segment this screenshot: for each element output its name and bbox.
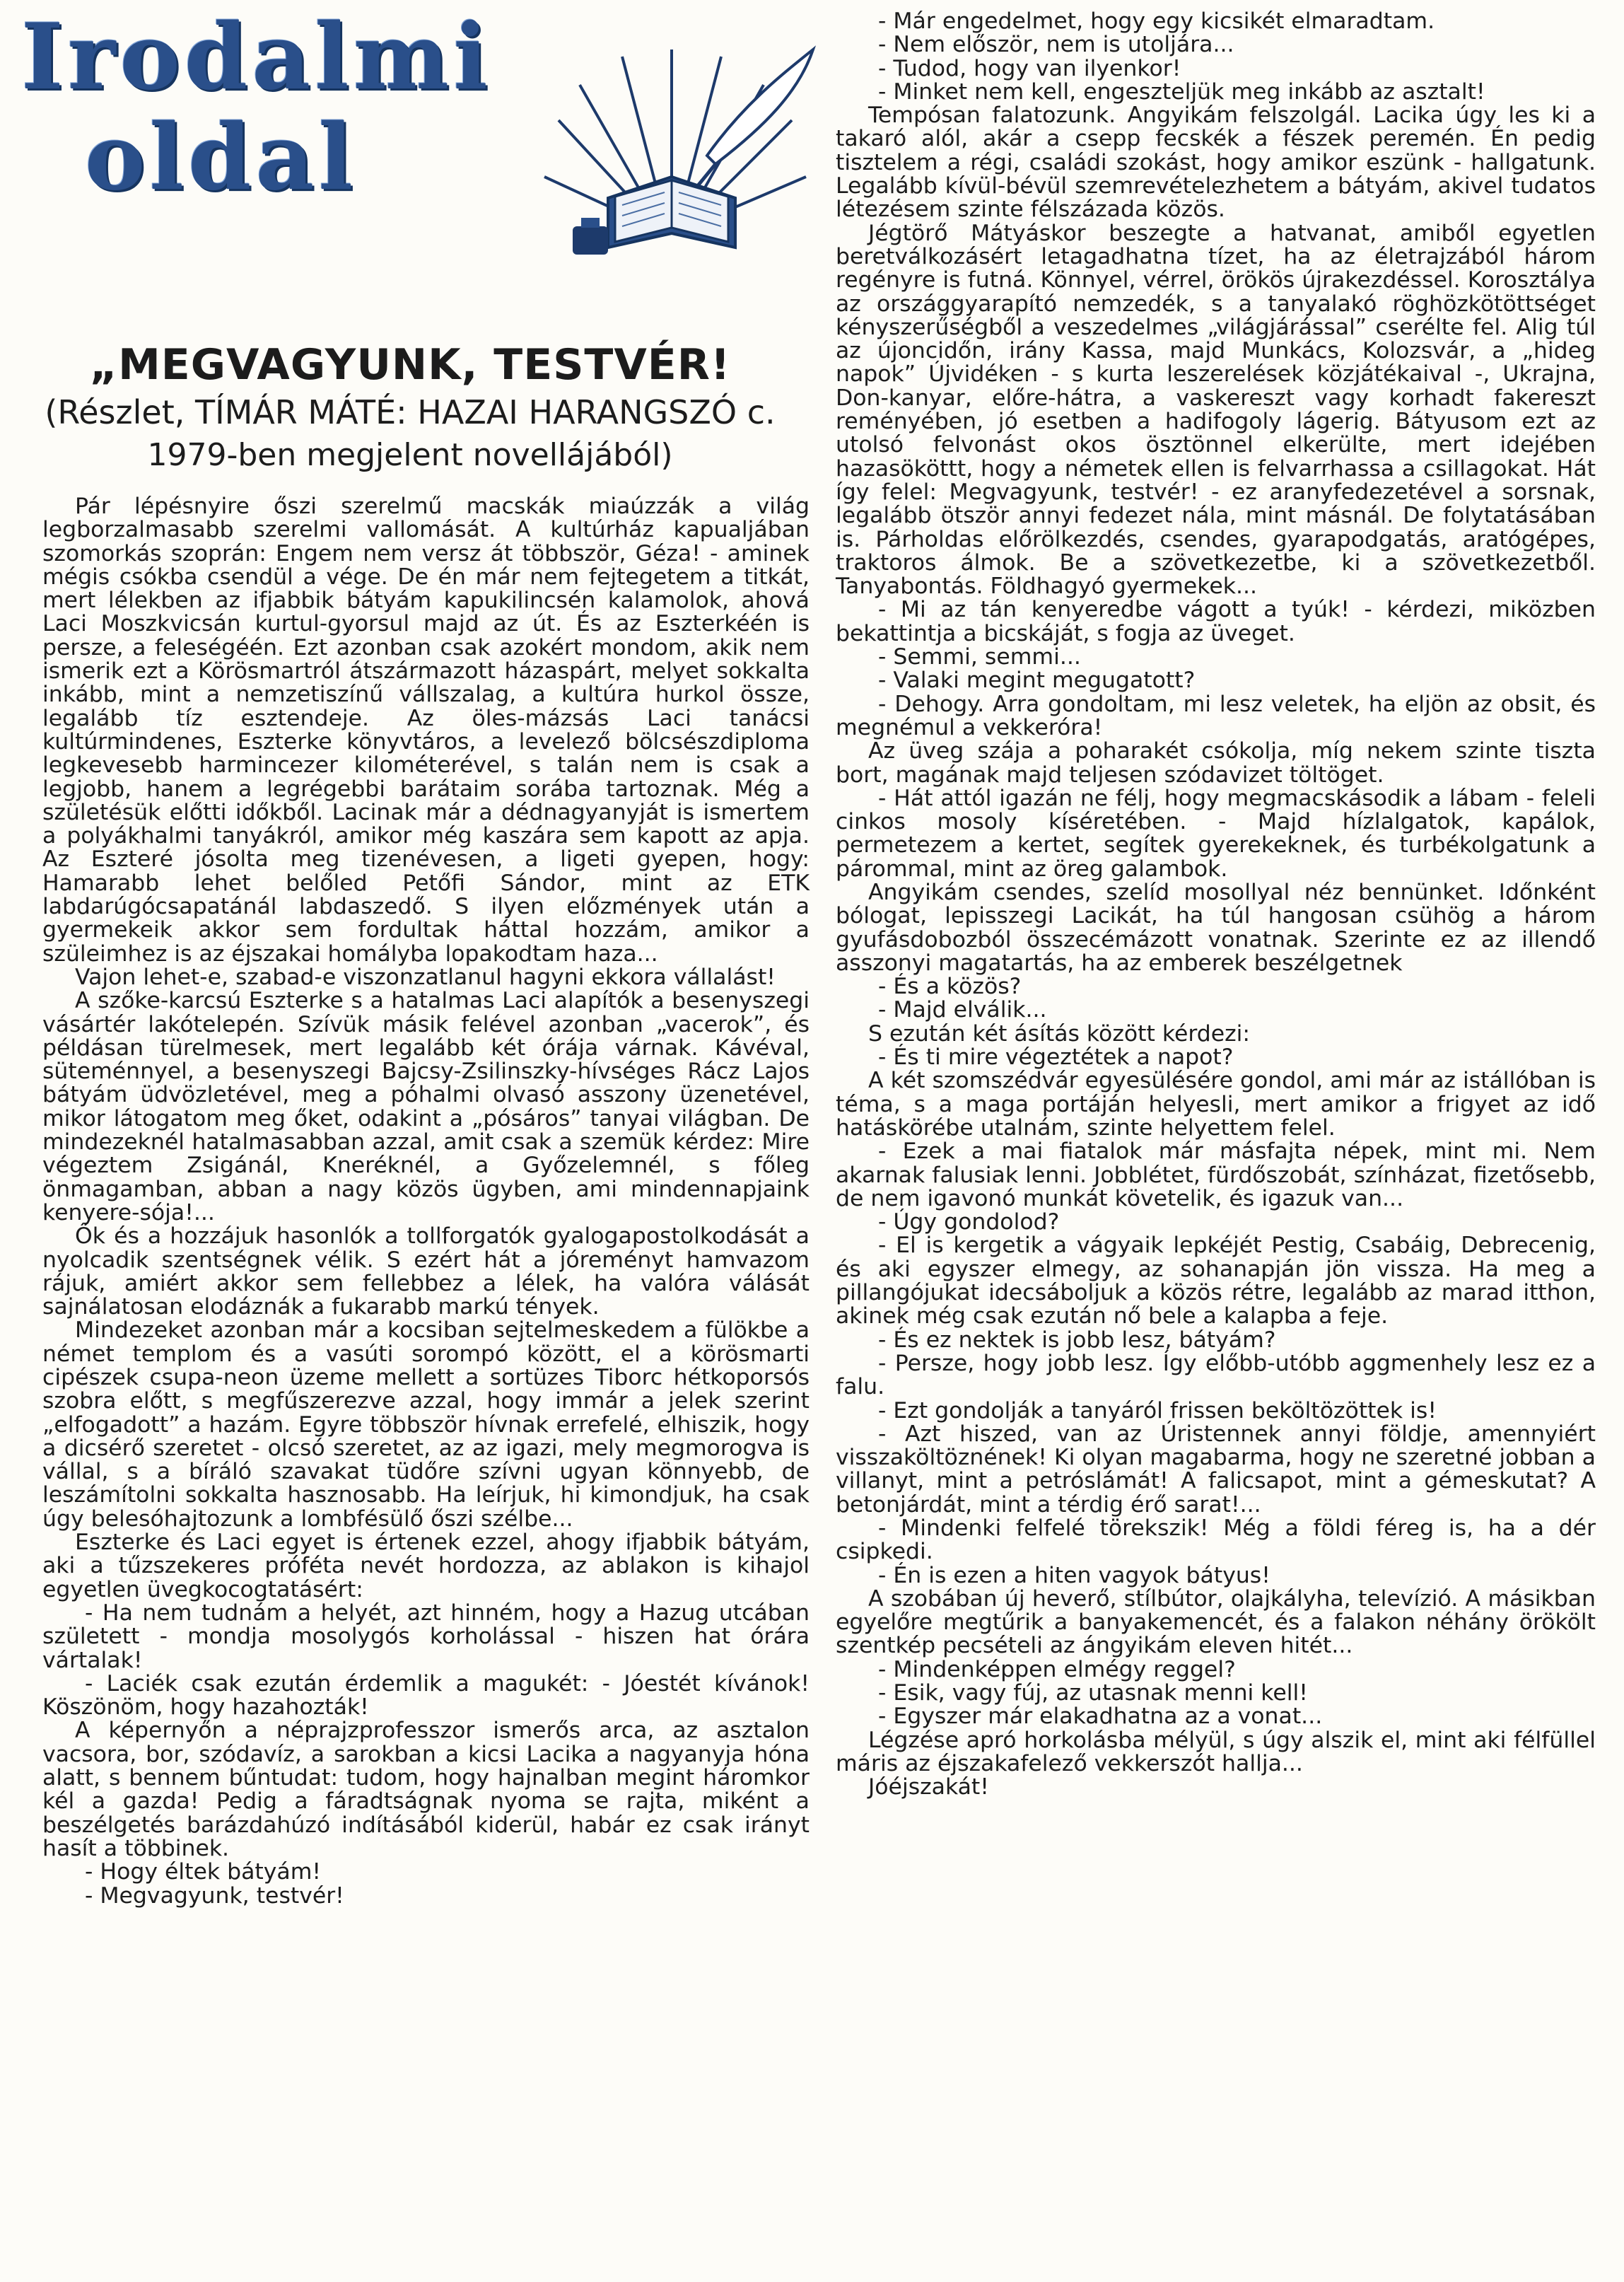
masthead-title-line1: Irodalmi: [21, 4, 492, 110]
paragraph: Jóéjszakát!: [868, 1774, 989, 1800]
paragraph: - Azt hiszed, van az Úristennek annyi földje, amennyiért visszaköltöznének! Ki olyan magabarma, hogy ne szeretné jobban a villanyt, mint a petróslámát! A falicsapot, mint a gémeskutat? A betonjárdát, mint a térdig érő sarat!...: [836, 1421, 1596, 1518]
story-title: „MEGVAGYUNK, TESTVÉR!: [89, 340, 731, 390]
paragraph: - Tudod, hogy van ilyenkor!: [878, 55, 1181, 81]
paragraph: Az üveg szája a poharakét csókolja, míg nekem szinte tiszta bort, magának majd teljesen szódavizet töltöget.: [836, 738, 1596, 788]
paragraph: - Egyszer már elakadhatna az a vonat...: [878, 1704, 1323, 1730]
paragraph: - Valaki megint megugatott?: [878, 668, 1196, 694]
paragraph: - Mindenképpen elmégy reggel?: [878, 1656, 1236, 1682]
masthead-title-line2: oldal: [85, 105, 358, 211]
story-subtitle: (Részlet, TÍMÁR MÁTÉ: HAZAI HARANGSZÓ c.: [45, 393, 776, 431]
right-text-column: [836, 10, 1596, 1800]
paragraph: - Megvagyunk, testvér!: [85, 1882, 344, 1909]
paragraph: A szőke-karcsú Eszterke s a hatalmas Laci alapítók a besenyszegi vásártér lakótelepén. Szívük másik felével azonban „vacerok”, és példásan türelmesek, mert legalább két órája várnak. Kávéval, süteménnyel, a besenyszegi Bajcsy-Zsilinszky-hívséges Rácz Lajos bátyám üdvözletével, meg a póhalmi olvasó asszony üzenetével, mikor látogatom meg őket, odakint a „pósáros” tanyai világban. De mindezeknél hatalmasabban azzal, amit csak a szemük kérdez: Mire végeztem Zsigánál, Kneréknél, a Győzelemnél, s főleg önmagamban, abban a nagy közös ügyben, ami mindennapjaink kenyere-sója!...: [42, 988, 810, 1226]
story-heading: [42, 339, 778, 477]
paragraph: - Ha nem tudnám a helyét, azt hinném, hogy a Hazug utcában született - mondja mosolygós korholással - hiszen hat órára vártalak!: [42, 1600, 810, 1673]
paragraph: - Már engedelmet, hogy egy kicsikét elmaradtam.: [878, 8, 1435, 34]
paragraph: A két szomszédvár egyesülésére gondol, ami már az istállóban is téma, s a maga portáján helyesli, mert amikor a frigyet az idő hatáskörébe utalnám, szinte helyettem felel.: [836, 1068, 1596, 1141]
paragraph: - És a közös?: [878, 974, 1022, 1000]
paragraph: - És ti mire végeztétek a napot?: [878, 1044, 1234, 1071]
paragraph: A szobában új heverő, stílbútor, olajkályha, televízió. A másikban egyelőre megtűrik a banyakemencét, és a falakon néhány örökölt szentkép pecsételi az ángyikám eleven hitét...: [836, 1585, 1596, 1659]
paragraph: - Hát attól igazán ne félj, hogy megmacskásodik a lábam - feleli cinkos mosoly kíséretében. - Majd hízlalgatok, kapálok, permetezem a kertet, segítek gyerekeknek, és turbékolgatunk a párommal, mint az öreg galambok.: [836, 785, 1596, 882]
paragraph: Eszterke és Laci egyet is értenek ezzel, ahogy ifjabbik bátyám, aki a tűzszekeres próféta nevét hordozza, az ablakon is kihajol egyetlen üvegkocogtatásért:: [42, 1530, 810, 1602]
paragraph: Mindezeket azonban már a kocsiban sejtelmeskedem a fülökbe a német templom és a vasúti sorompó között, el a körösmarti cipészek csupa-neon üzeme mellett a sortüzes Tiborc hétkoporsós szobra előtt, s megfűszerezve azzal, hogy immár a jelek szerint „elfogadott” a hazám. Egyre többször hívnak errefelé, elhiszik, hogy a dicsérő szeretet - olcsó szeretet, az az igazi, mely megmorogva is vállal, s a bíráló szavakat tüdőre szívni ugyan könnyebb, de leszámítolni sokkalta hasznosabb. Ha leírjuk, hi kimondjuk, ha csak úgy belesóhajtozunk a lombfésülő őszi szélbe...: [42, 1317, 810, 1532]
masthead-title: [21, 4, 559, 211]
paragraph: - Én is ezen a hiten vagyok bátyus!: [878, 1562, 1270, 1588]
paragraph: - Majd elválik...: [878, 997, 1047, 1023]
paragraph: - És ez nektek is jobb lesz, bátyám?: [878, 1327, 1276, 1353]
book-quill-icon: [530, 35, 827, 269]
story-subtitle-2: 1979-ben megjelent novellájából): [147, 437, 673, 473]
paragraph: - Persze, hogy jobb lesz. Így előbb-utóbb aggmenhely lesz ez a falu.: [836, 1350, 1596, 1400]
paragraph: Tempósan falatozunk. Angyikám felszolgál. Lacika úgy les ki a takaró alól, akár a csepp fecskék a fészek peremén. Én pedig tisztelem a régi, családi szokást, hogy amikor eszünk - hallgatunk. Legalább kívül-bévül szemrevételezhetem a bátyám, akivel tudatos létezésem szinte félszázada közös.: [836, 103, 1596, 223]
paragraph: Jégtörő Mátyáskor beszegte a hatvanat, amiből egyetlen beretválkozásért letagadhatna tízet, ha az életrajzából három regényre is futná. Könnyel, vérrel, örökös újrakezdéssel. Korosztálya az országgyarapító nemzedék, s a tanyalakó röghözkötöttséget kényszerűségből a veszedelmes „világjárással” cserélte fel. Alig túl az újoncidőn, irány Kassa, majd Munkács, Kolozsvár, a „hideg napok” Újvidéken - s kurta leszerelések közjátékaival -, Ukrajna, Don-kanyar, előre-hátra, a vaskereszt vagy korhadt fakereszt reményében, jó esetben a hadifogoly lágerig. Bátyusom ezt az utolsó felvonást okos ösztönnel elkerülte, mert idejében hazasököttt, hogy a németek ellen is felvarrhassa a csillagokat. Hát így felel: Megvagyunk, testvér! - ez aranyfedezetével a sorsnak, legalább ötször annyi fedezet nála, mint másnál. De folytatásában is. Párholdas előrölkezdés, csendes, gyarapodgatás, aratógépes, traktoros álmok. Be a szövetkezetbe, ki a szövetkezetből. Tanyabontás. Földhagyó gyermekek...: [836, 220, 1596, 600]
paragraph: - Hogy éltek bátyám!: [85, 1859, 322, 1885]
paragraph: - Laciék csak ezután érdemlik a magukét: - Jóestét kívánok! Köszönöm, hogy hazahozták!: [42, 1670, 810, 1721]
paragraph: Ők és a hozzájuk hasonlók a tollforgatók gyalogapostolkodását a nyolcadik szentségnek vélik. S ezért hát a jóreményt hamvazom rájuk, amiért akkor sem fellebbez a lélek, ha valóra válását sajnálatosan elodáznák a fukarabb markú tények.: [42, 1223, 810, 1320]
paragraph: Vajon lehet-e, szabad-e viszonzatlanul hagyni ekkora vállalást!: [75, 964, 776, 990]
paragraph: - Nem először, nem is utoljára...: [878, 32, 1234, 58]
paragraph: - Ezek a mai fiatalok már másfajta népek, mint mi. Nem akarnak falusiak lenni. Jobblétet, fürdőszobát, színházat, fizetősebb, de nem igavonó munkát követelik, és igazuk van...: [836, 1139, 1596, 1211]
paragraph: - Esik, vagy fúj, az utasnak menni kell!: [878, 1680, 1308, 1706]
left-text-column: [42, 495, 810, 1908]
paragraph: Légzése apró horkolásba mélyül, s úgy alszik el, mint aki félfüllel máris az éjszakafelező vekkerszót hallja...: [836, 1727, 1596, 1776]
paragraph: - Mi az tán kenyeredbe vágott a tyúk! - kérdezi, miközben bekattintja a bicskáját, s fogja az üveget.: [836, 597, 1596, 646]
paragraph: Angyikám csendes, szelíd mosollyal néz bennünket. Időnként bólogat, lepisszegi Lacikát, ha túl hangosan csühög a három gyufásdobozból összecémázott vonatnak. Szerinte ez az illendő asszonyi magatartás, ha az emberek beszélgetnek: [836, 879, 1596, 976]
paragraph: S ezután két ásítás között kérdezi:: [868, 1020, 1251, 1047]
paragraph: - Semmi, semmi...: [878, 644, 1081, 670]
paragraph: - El is kergetik a vágyaik lepkéjét Pestig, Csabáig, Debrecenig, és aki egyszer elmegy, az sohanapján jön vissza. Ha meg a pillangójukat idecsáboljuk a közös rétre, legalább az marad itthon, akinek még csak ezután nő bele a kalapba a feje.: [836, 1233, 1596, 1329]
paragraph: - Minket nem kell, engeszteljük meg inkább az asztalt!: [878, 78, 1485, 105]
paragraph: - Dehogy. Arra gondoltam, mi lesz veletek, ha eljön az obsit, és megnémul a vekkeróra!: [836, 691, 1596, 740]
masthead: [21, 4, 820, 290]
paragraph: A képernyőn a néprajzprofesszor ismerős arca, az asztalon vacsora, bor, szódavíz, a sarokban a kicsi Lacika a nagyanyja hóna alatt, s bennem bűntudat: tudom, hogy hajnalban megint háromkor kél a gazda! Pedig a fáradtságnak nyoma se rajta, miként a beszélgetés barázdahúzó indításából kiderül, habár ez csak irányt hasít a többinek.: [42, 1718, 810, 1861]
paragraph: Pár lépésnyire őszi szerelmű macskák miaúzzák a világ legborzalmasabb szerelmi vallomását. A kultúrház kapualjában szomorkás szoprán: Engem nem versz át többször, Géza! - aminek mégis csókba csendül a vége. De én már nem fejtegetem a titkát, mert lélekben az ifjabbik bátyám kapukilincsén kalamolok, ahová Laci Moszkvicsán kurtul-gyorsul majd az út. És az Eszterkéén is persze, a feleségéén. Ezt azonban csak azokért mondom, akik nem ismerik ezt a Körösmartról átszármazott házaspárt, melyet sokkalta inkább, mint a nemzetiszínű vállszalag, a kultúra hurkol össze, legalább tíz esztendeje. Az öles-mázsás Laci tanácsi kultúrmindenes, Eszterke könyvtáros, a levelező bölcsészdiploma legkevesebb harmincezer kilométerével, s talán nem is csak a legjobb, hanem a legrégebbi barátaim sorába tartoznak. Még a születésük előtti időkből. Lacinak már a dédnagyanyját is ismertem a polyákhalmi tanyákról, amikor még kaszára sem kapott az apja. Az Eszteré jósolta meg tizenévesen, a ligeti gyepen, hogy: Hamarabb lehet belőled Petőfi Sándor, mint az ETK labdarúgócsapatánál labdaszedő. S ilyen előzmények után a gyermekeik akkor sem fordultak háttal hozzám, amikor a szüleimhez is az éjszakai homályba lopakodtam haza...: [42, 494, 810, 967]
paragraph: - Ezt gondolják a tanyáról frissen beköltözöttek is!: [878, 1397, 1437, 1424]
paragraph: - Mindenki felfelé törekszik! Még a földi féreg is, ha a dér csipkedi.: [836, 1515, 1596, 1565]
paragraph: - Úgy gondolod?: [878, 1209, 1060, 1235]
